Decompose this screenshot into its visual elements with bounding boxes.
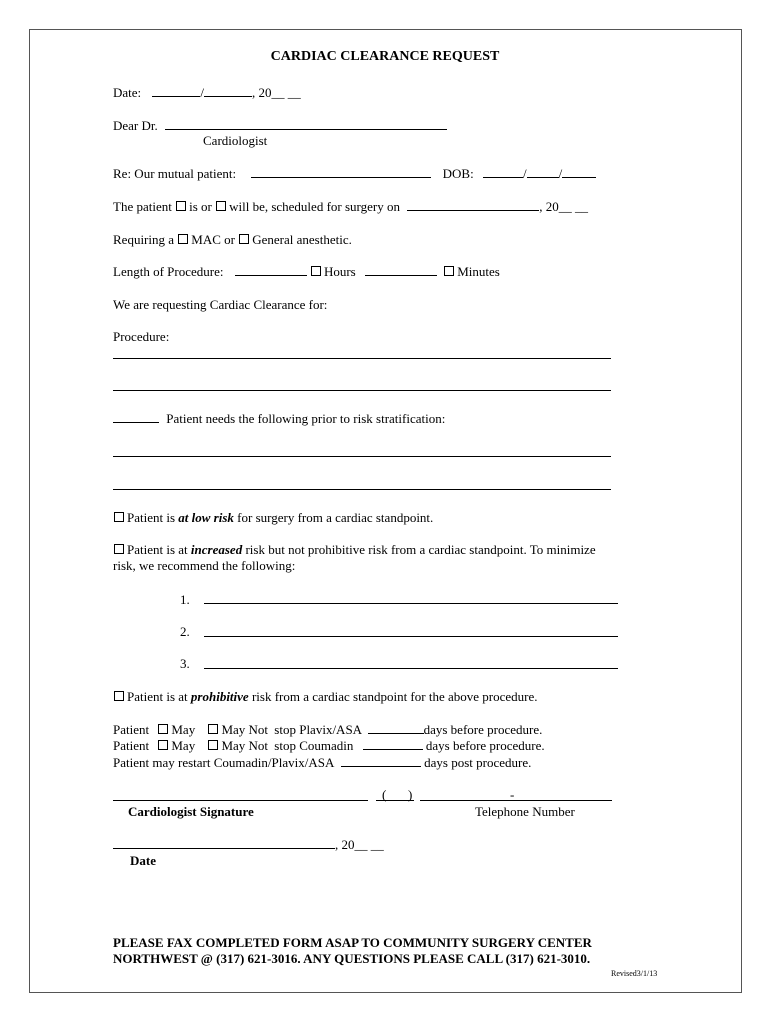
date-sep: / [200,85,205,100]
plavix-may-checkbox[interactable] [158,724,168,734]
sig-year-field[interactable]: __ __ [354,837,384,852]
revised-date: Revised3/1/13 [611,969,658,978]
dob-day-field[interactable] [527,166,559,178]
hours-checkbox[interactable] [311,266,321,276]
increased-risk-line [113,542,596,557]
prohibitive-suffix: risk from a cardiac standpoint for the above procedure. [251,689,538,704]
recommendation-line-2[interactable] [204,636,618,637]
prohibitive-risk-checkbox[interactable] [114,691,124,701]
sig-year-prefix: , 20 [335,837,355,852]
phone-number-field[interactable] [420,800,612,801]
general-label: General anesthetic. [252,232,352,247]
restart-days-field[interactable] [341,755,421,767]
requesting-text: We are requesting Cardiac Clearance for: [113,297,328,312]
patient-label: Patient [113,722,150,737]
needs-line-1[interactable] [113,456,611,457]
days-before-label: days before procedure. [423,722,543,737]
hours-label: Hours [323,264,356,279]
dob-sep: / [558,166,563,181]
date-label: Date: [113,85,142,100]
recommendation-line-1[interactable] [204,603,618,604]
plavix-may-not-checkbox[interactable] [208,724,218,734]
increased-risk-line-2: risk, we recommend the following: [113,558,296,573]
will-be-checkbox[interactable] [216,201,226,211]
minutes-checkbox[interactable] [444,266,454,276]
sig-date-field[interactable] [113,837,335,849]
phone-area-close: ) [408,787,413,802]
mac-label: MAC or [191,232,235,247]
procedure-label: Procedure: [113,329,170,344]
recommendation-number: 2. [180,624,190,639]
general-checkbox[interactable] [239,234,249,244]
recommendation-number: 1. [180,592,190,607]
phone-area-field[interactable] [376,800,414,801]
may-label: May [171,722,196,737]
may-not-label: May Not [221,738,269,753]
date-day-field[interactable] [204,85,252,97]
surgery-year-prefix: , 20 [539,199,559,214]
stop-coumadin-label: stop Coumadin [274,738,354,753]
form-title: CARDIAC CLEARANCE REQUEST [270,49,500,64]
needs-initials-field[interactable] [113,411,159,423]
sig-date-line [113,837,384,852]
procedure-line-1[interactable] [113,358,611,359]
coumadin-days-field[interactable] [363,738,423,750]
plavix-days-field[interactable] [368,722,424,734]
doctor-name-field[interactable] [165,118,447,130]
restart-label: Patient may restart Coumadin/Plavix/ASA [113,755,334,770]
days-before-label: days before procedure. [425,738,545,753]
needs-text: Patient needs the following prior to risk stratification: [166,411,446,426]
prohibitive-prefix: Patient is at [127,689,188,704]
dob-year-field[interactable] [562,166,596,178]
increased-risk-checkbox[interactable] [114,544,124,554]
is-label: is or [189,199,212,214]
recommendation-line-3[interactable] [204,668,618,669]
dear-label: Dear Dr. [113,118,158,133]
restart-line [113,755,531,770]
sig-date-label: Date [130,853,156,868]
low-risk-emph: at low risk [178,510,234,525]
cardiologist-caption: Cardiologist [203,133,268,148]
phone-area-open: ( [382,787,387,802]
increased-risk-prefix: Patient is at [127,542,188,557]
date-year-field[interactable]: __ __ [271,85,301,100]
needs-line [113,411,445,426]
needs-line-2[interactable] [113,489,611,490]
requiring-prefix: Requiring a [113,232,175,247]
may-label: May [171,738,196,753]
increased-risk-emph: increased [190,542,243,557]
may-not-label: May Not [221,722,269,737]
patient-name-field[interactable] [251,166,431,178]
minutes-label: Minutes [457,264,500,279]
re-line [113,166,596,181]
coumadin-may-checkbox[interactable] [158,740,168,750]
surgery-date-field[interactable] [407,199,539,211]
surgery-year-field[interactable]: __ __ [558,199,588,214]
phone-label: Telephone Number [475,804,575,819]
low-risk-checkbox[interactable] [114,512,124,522]
date-month-field[interactable] [152,85,200,97]
phone-dash: - [510,787,515,802]
coumadin-line [113,738,545,753]
surgery-status-line [113,199,588,214]
anesthetic-line [113,232,352,247]
date-year-prefix: , 20 [252,85,272,100]
signature-label: Cardiologist Signature [128,804,254,819]
low-risk-line [113,510,433,525]
days-post-label: days post procedure. [424,755,532,770]
dear-line [113,118,447,133]
prohibitive-emph: prohibitive [190,689,249,704]
length-line [113,264,500,279]
footer-line-1: PLEASE FAX COMPLETED FORM ASAP TO COMMUNITY SURGERY CENTER [113,935,592,950]
will-be-label: will be, scheduled for surgery on [229,199,400,214]
patient-prefix: The patient [113,199,172,214]
mac-checkbox[interactable] [178,234,188,244]
procedure-line-2[interactable] [113,390,611,391]
recommendation-number: 3. [180,656,190,671]
dob-month-field[interactable] [483,166,523,178]
low-risk-suffix: for surgery from a cardiac standpoint. [237,510,434,525]
dob-label: DOB: [442,166,474,181]
minutes-field[interactable] [365,264,437,276]
dob-sep: / [522,166,527,181]
prohibitive-risk-line [113,689,537,704]
signature-field[interactable] [113,800,368,801]
stop-plavix-label: stop Plavix/ASA [274,722,362,737]
length-label: Length of Procedure: [113,264,224,279]
footer-line-2: NORTHWEST @ (317) 621-3016. ANY QUESTIONS PLEASE CALL (317) 621-3010. [113,951,591,966]
plavix-line [113,722,542,737]
coumadin-may-not-checkbox[interactable] [208,740,218,750]
increased-risk-suffix: risk but not prohibitive risk from a cardiac standpoint. To minimize [245,542,596,557]
patient-label: Re: Our mutual patient: [113,166,237,181]
patient-label: Patient [113,738,150,753]
date-line [113,85,301,100]
low-risk-prefix: Patient is [127,510,176,525]
is-checkbox[interactable] [176,201,186,211]
hours-field[interactable] [235,264,307,276]
